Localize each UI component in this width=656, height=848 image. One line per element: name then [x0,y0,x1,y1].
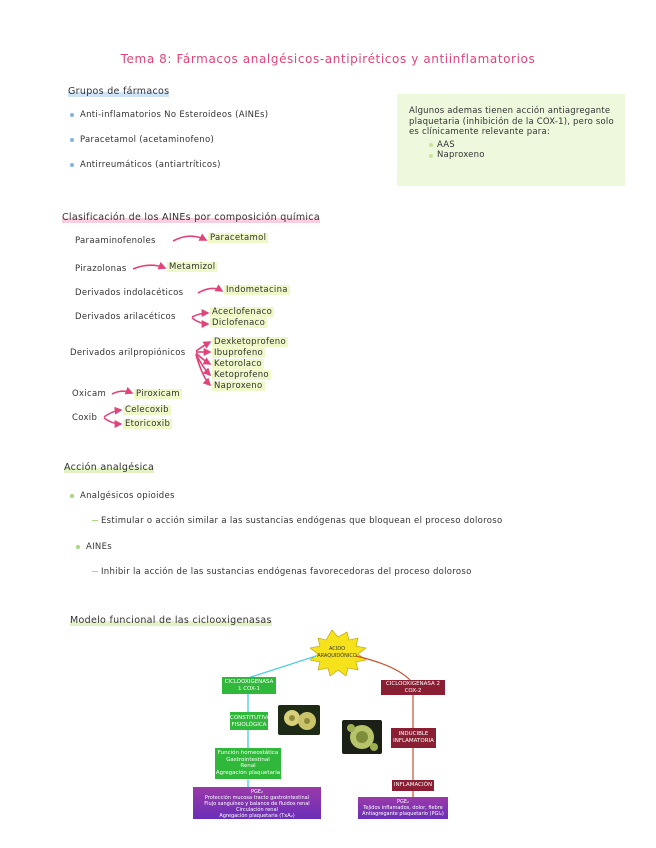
drug-name: Ketorolaco [214,359,262,369]
cox1-box: CICLOOXIGENASA 1 COX-1 [222,677,276,694]
list-item: Paracetamol (acetaminofeno) [70,135,214,145]
list-item: Analgésicos opioides [70,491,175,501]
drug-name: Diclofenaco [212,318,266,328]
constitutive-box: CONSTITUTIVA FISIOLÓGICA [230,712,268,730]
drug-name: Ibuprofeno [214,348,264,358]
classification-heading: Clasificación de los AINEs por composición química [62,212,320,223]
analgesic-heading: Acción analgésica [64,462,155,473]
drug-name: Indometacina [226,285,288,295]
inducible-box: INDUCIBLE INFLAMATORIA [391,728,436,748]
drug-name: Etoricoxib [125,419,171,429]
drug-name: Metamizol [169,262,216,272]
list-item: Estimular o acción similar a las sustancias endógenas que bloquean el proceso doloroso [92,516,502,526]
class-label: Coxib [72,413,98,423]
drug-name: Naproxeno [214,381,263,391]
model-heading: Modelo funcional de las ciclooxigenasas [70,615,272,626]
class-label: Derivados indolacéticos [75,288,184,298]
inflammation-box: INFLAMACIÓN [392,780,434,791]
class-label: Oxicam [72,389,107,399]
class-label: Pirazolonas [75,264,127,274]
drug-name: Piroxicam [136,389,180,399]
class-label: Derivados arilacéticos [75,312,176,322]
cell-image [278,705,320,735]
drug-name: Celecoxib [125,405,169,415]
cox2-box: CICLOOXIGENASA 2 COX-2 [381,680,445,695]
note-text: Algunos ademas tienen acción antiagregante plaquetaria (inhibición de la COX-1), pero solo es clínicamente relevante para: [409,106,614,137]
class-label: Derivados arilpropiónicos [70,348,186,358]
class-label: Paraaminofenoles [75,236,156,246]
groups-heading: Grupos de fármacos [68,86,170,97]
list-item: Inhibir la acción de las sustancias endógenas favorecedoras del proceso doloroso [92,567,472,577]
list-item: AAS [429,140,615,151]
drug-name: Aceclofenaco [212,307,273,317]
functions-box: Función homeostática Gastrointestinal Renal Agregación plaquetaria [215,748,281,779]
pge-left-box: PGE₂ Protección mucosa tracto gastrointestinal Flujo sanguíneo y balance de fluidos renal Circulación renal Agregación plaquetaria (TxA₂) [193,787,321,819]
acid-label: ACIDO ARAQUIDÓNICO [317,646,357,659]
list-item: Anti-inflamatorios No Esteroideos (AINEs) [70,110,268,120]
list-item: Naproxeno [429,150,615,161]
drug-name: Paracetamol [210,233,267,243]
list-item: Antirreumáticos (antiartríticos) [70,160,221,170]
cell-image [342,720,382,754]
page-title: Tema 8: Fármacos analgésicos-antipiréticos y antiinflamatorios [120,52,536,66]
list-item: AINEs [76,542,112,552]
pge-right-box: PGE₂ Tejidos inflamados, dolor, fiebre Antiagregante plaquetario (PGI₂) [358,797,448,819]
drug-name: Dexketoprofeno [214,337,286,347]
drug-name: Ketoprofeno [214,370,269,380]
